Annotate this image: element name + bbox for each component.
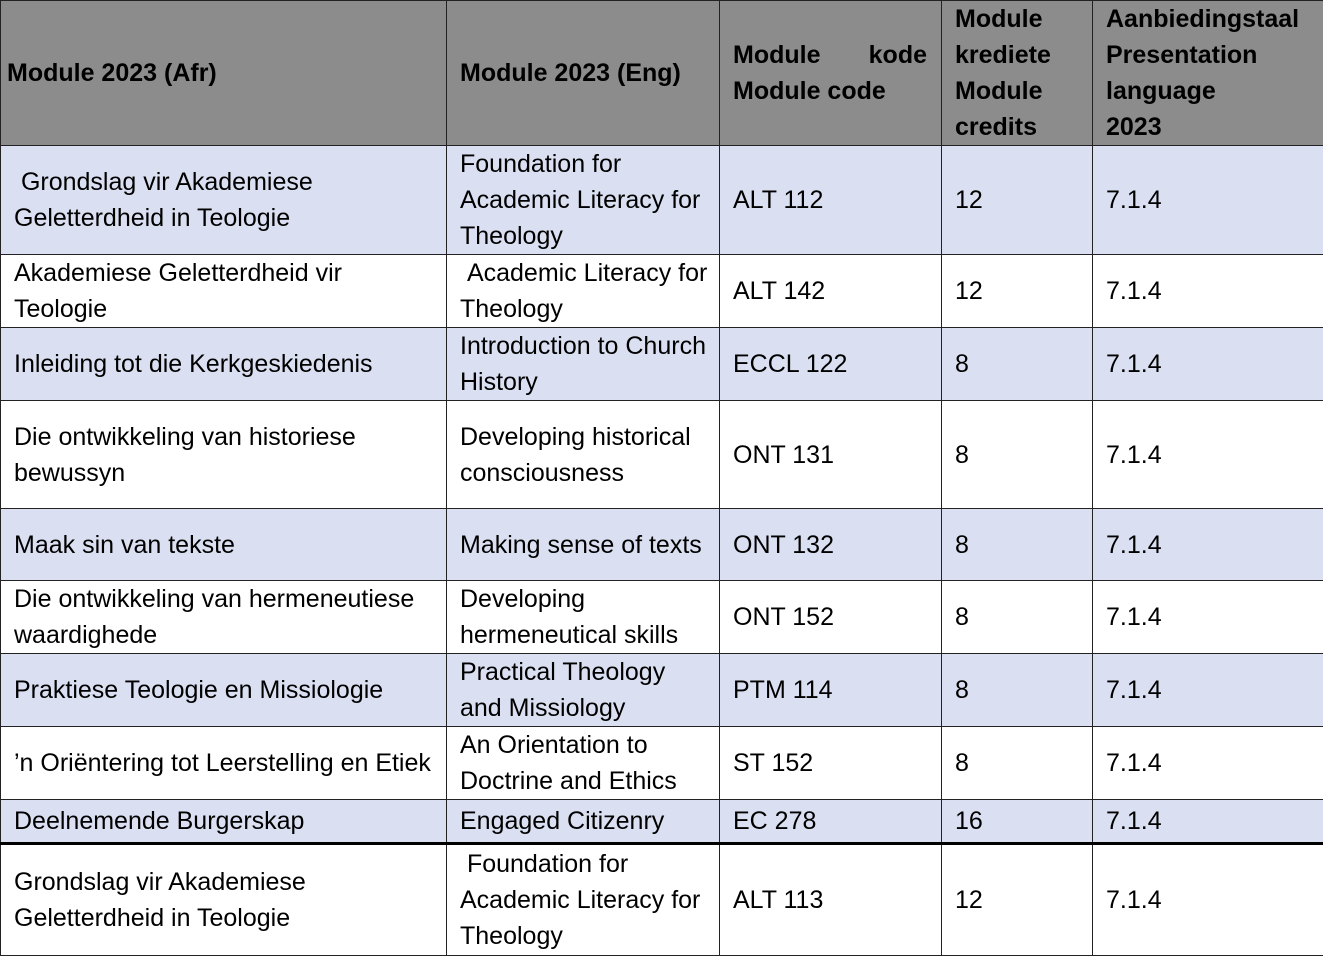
header-lang-line1: Aanbiedingstaal (1106, 1, 1313, 37)
cell-language: 7.1.4 (1093, 146, 1323, 255)
cell-module-afr: Praktiese Teologie en Missiologie (1, 654, 447, 727)
table-row (1, 727, 1323, 800)
header-module-code (720, 1, 942, 146)
cell-credits: 12 (942, 844, 1093, 956)
cell-module-eng: Practical Theology and Missiology (447, 654, 720, 727)
table-row (1, 255, 1323, 328)
header-module-eng: Module 2023 (Eng) (447, 1, 720, 146)
table-row (1, 401, 1323, 509)
table-row (1, 509, 1323, 581)
cell-module-code: ONT 131 (720, 401, 942, 509)
header-lang-line3: language (1106, 73, 1313, 109)
cell-module-afr: Akademiese Geletterdheid vir Teologie (1, 255, 447, 328)
cell-language: 7.1.4 (1093, 401, 1323, 509)
cell-module-afr: Die ontwikkeling van historiese bewussyn (1, 401, 447, 509)
cell-module-eng: An Orientation to Doctrine and Ethics (447, 727, 720, 800)
cell-module-afr: Grondslag vir Akademiese Geletterdheid in Teologie (1, 146, 447, 255)
cell-module-eng: Making sense of texts (447, 509, 720, 581)
table-row (1, 146, 1323, 255)
cell-module-code: ST 152 (720, 727, 942, 800)
cell-module-eng: Engaged Citizenry (447, 800, 720, 844)
cell-language: 7.1.4 (1093, 654, 1323, 727)
cell-module-code: ALT 113 (720, 844, 942, 956)
header-presentation-language (1093, 1, 1323, 146)
table-row (1, 800, 1323, 844)
cell-credits: 8 (942, 401, 1093, 509)
cell-module-afr: Grondslag vir Akademiese Geletterdheid in Teologie (1, 844, 447, 956)
cell-module-eng: Academic Literacy for Theology (447, 255, 720, 328)
cell-credits: 12 (942, 146, 1093, 255)
cell-credits: 8 (942, 581, 1093, 654)
cell-language: 7.1.4 (1093, 255, 1323, 328)
cell-module-eng: Developing historical consciousness (447, 401, 720, 509)
cell-language: 7.1.4 (1093, 727, 1323, 800)
table-row (1, 581, 1323, 654)
cell-module-code: ECCL 122 (720, 328, 942, 401)
header-credits-line3: Module (955, 73, 1082, 109)
cell-module-eng: Developing hermeneutical skills (447, 581, 720, 654)
cell-module-afr: Deelnemende Burgerskap (1, 800, 447, 844)
cell-module-eng: Introduction to Church History (447, 328, 720, 401)
header-credits-line4: credits (955, 109, 1082, 145)
cell-module-afr: Inleiding tot die Kerkgeskiedenis (1, 328, 447, 401)
cell-credits: 12 (942, 255, 1093, 328)
cell-module-code: ALT 112 (720, 146, 942, 255)
header-lang-line4: 2023 (1106, 109, 1313, 145)
cell-module-code: ONT 132 (720, 509, 942, 581)
cell-module-code: PTM 114 (720, 654, 942, 727)
header-module-afr: Module 2023 (Afr) (1, 1, 447, 146)
cell-credits: 8 (942, 509, 1093, 581)
header-credits-line2: krediete (955, 37, 1082, 73)
cell-module-eng: Foundation for Academic Literacy for Theology (447, 146, 720, 255)
header-row (1, 1, 1323, 146)
cell-credits: 8 (942, 727, 1093, 800)
cell-language: 7.1.4 (1093, 509, 1323, 581)
cell-module-code: ONT 152 (720, 581, 942, 654)
cell-module-code: EC 278 (720, 800, 942, 844)
header-code-line1a: Module (733, 37, 821, 73)
cell-module-code: ALT 142 (720, 255, 942, 328)
header-code-line1b: kode (869, 37, 927, 73)
cell-language: 7.1.4 (1093, 844, 1323, 956)
table-row (1, 328, 1323, 401)
cell-module-afr: ’n Oriëntering tot Leerstelling en Etiek (1, 727, 447, 800)
cell-module-afr: Die ontwikkeling van hermeneutiese waardighede (1, 581, 447, 654)
cell-credits: 8 (942, 654, 1093, 727)
header-module-credits (942, 1, 1093, 146)
cell-credits: 16 (942, 800, 1093, 844)
table-row (1, 844, 1323, 956)
cell-language: 7.1.4 (1093, 800, 1323, 844)
cell-language: 7.1.4 (1093, 328, 1323, 401)
header-code-line2: Module code (733, 73, 927, 109)
cell-credits: 8 (942, 328, 1093, 401)
table-row (1, 654, 1323, 727)
cell-module-eng: Foundation for Academic Literacy for Theology (447, 844, 720, 956)
header-lang-line2: Presentation (1106, 37, 1313, 73)
header-credits-line1: Module (955, 1, 1082, 37)
cell-module-afr: Maak sin van tekste (1, 509, 447, 581)
cell-language: 7.1.4 (1093, 581, 1323, 654)
